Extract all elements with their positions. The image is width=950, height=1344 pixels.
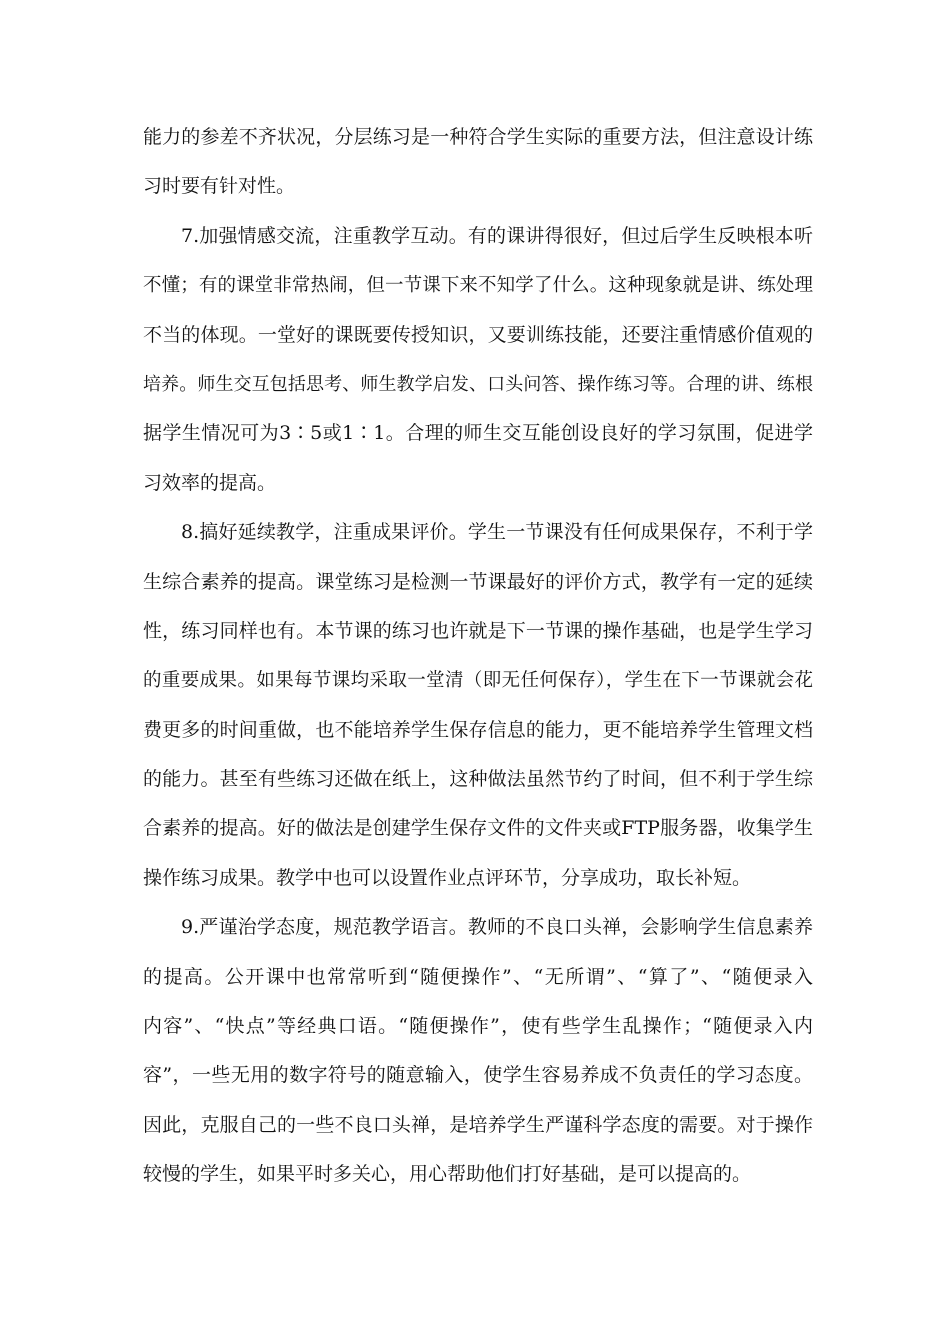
body-text — [143, 113, 813, 1200]
text-line: 性，练习同样也有。本节课的练习也许就是下一节课的操作基础，也是学生学习 — [143, 619, 813, 642]
text-line: 培养。师生交互包括思考、师生教学启发、口头问答、操作练习等。合理的讲、练根 — [143, 373, 813, 395]
text-line: 生综合素养的提高。课堂练习是检测一节课最好的评价方式，教学有一定的延续 — [143, 570, 813, 593]
text-line: 的重要成果。如果每节课均采取一堂清（即无任何保存），学生在下一节课就会花 — [143, 670, 813, 692]
paragraph-8-heading-line: 8.搞好延续教学，注重成果评价。学生一节课没有任何成果保存，不利于学 — [181, 521, 813, 544]
text-line: 能力的参差不齐状况，分层练习是一种符合学生实际的重要方法，但注意设计练 — [143, 126, 813, 148]
text-line: 较慢的学生，如果平时多关心，用心帮助他们打好基础，是可以提高的。 — [143, 1163, 752, 1186]
text-line: 不懂；有的课堂非常热闹，但一节课下来不知学了什么。这种现象就是讲、练处理 — [143, 275, 813, 297]
text-line: 因此，克服自己的一些不良口头禅，是培养学生严谨科学态度的需要。对于操作 — [143, 1113, 813, 1136]
text-line: 内容”、“快点”等经典口语。“随便操作”，使有些学生乱操作；“随便录入内 — [143, 1015, 813, 1038]
paragraph-7-heading-line: 7.加强情感交流，注重教学互动。有的课讲得很好，但过后学生反映根本听 — [181, 224, 813, 247]
text-line: 操作练习成果。教学中也可以设置作业点评环节，分享成功，取长补短。 — [143, 866, 752, 889]
text-line: 不当的体现。一堂好的课既要传授知识，又要训练技能，还要注重情感价值观的 — [143, 323, 813, 346]
paragraph-9-heading-line: 9.严谨治学态度，规范教学语言。教师的不良口头禅，会影响学生信息素养 — [181, 916, 813, 939]
text-line: 容”，一些无用的数字符号的随意输入，使学生容易养成不负责任的学习态度。 — [143, 1064, 813, 1087]
text-line: 的提高。公开课中也常常听到“随便操作”、“无所谓”、“算了”、“随便录入 — [143, 965, 813, 988]
text-line: 合素养的提高。好的做法是创建学生保存文件的文件夹或FTP服务器，收集学生 — [143, 817, 813, 840]
text-line: 习效率的提高。 — [143, 471, 277, 494]
text-line: 的能力。甚至有些练习还做在纸上，这种做法虽然节约了时间，但不利于学生综 — [143, 768, 813, 791]
text-line: 据学生情况可为3∶5或1∶1。合理的师生交互能创设良好的学习氛围，促进学 — [143, 422, 813, 445]
text-line: 费更多的时间重做，也不能培养学生保存信息的能力，更不能培养学生管理文档 — [143, 718, 813, 741]
text-line: 习时要有针对性。 — [143, 175, 296, 198]
